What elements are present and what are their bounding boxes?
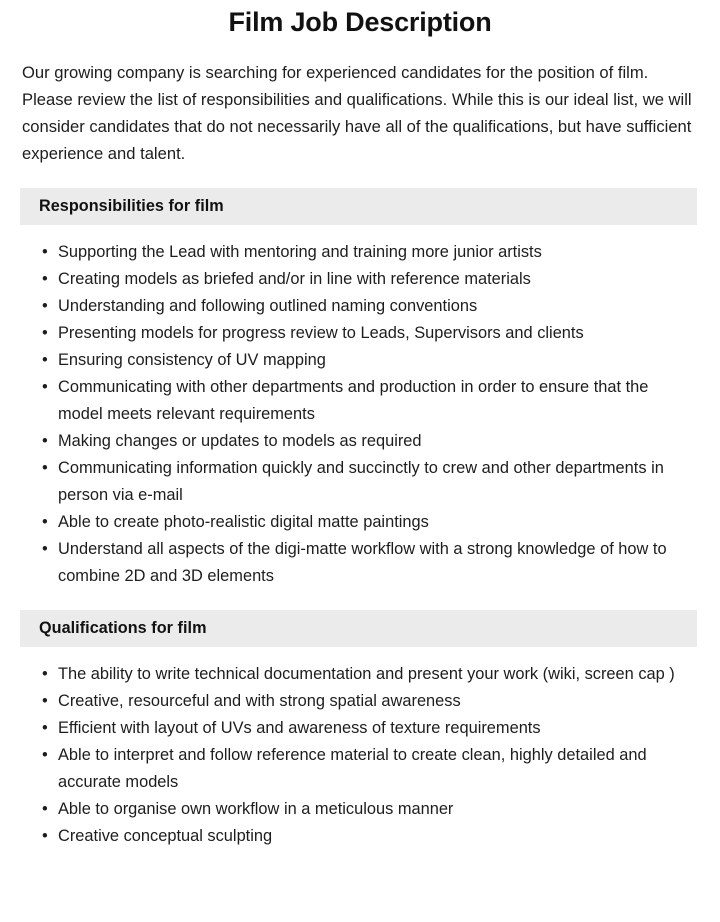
list-item: • Creative, resourceful and with strong spatial awareness <box>0 688 696 715</box>
list-item: • Able to organise own workflow in a meticulous manner <box>0 796 696 823</box>
section-header-responsibilities <box>20 188 697 225</box>
list-item: • Communicating with other departments and production in order to ensure that the model meets relevant requirements <box>0 374 696 428</box>
list-item: • Making changes or updates to models as required <box>0 428 696 455</box>
list-item: • Able to create photo-realistic digital matte paintings <box>0 509 696 536</box>
list-item: • The ability to write technical documentation and present your work (wiki, screen cap ) <box>0 661 696 688</box>
list-item: • Efficient with layout of UVs and awareness of texture requirements <box>0 715 696 742</box>
list-item: • Creating models as briefed and/or in line with reference materials <box>0 266 696 293</box>
responsibilities-list <box>0 239 720 590</box>
page-title: Film Job Description <box>228 7 492 37</box>
list-item: • Communicating information quickly and succinctly to crew and other departments in person via e-mail <box>0 455 696 509</box>
section-header-qualifications <box>20 610 697 647</box>
section-title-responsibilities: Responsibilities for film <box>39 196 224 215</box>
intro-paragraph: Our growing company is searching for experienced candidates for the position of film. Please review the list of responsibilities and qualifications. While this is our ideal list, we will consider candidates that do not necessarily have all of the qualifications, but have sufficient experience and talent. <box>22 62 692 163</box>
list-item: • Able to interpret and follow reference material to create clean, highly detailed and accurate models <box>0 742 696 796</box>
section-title-qualifications: Qualifications for film <box>39 618 207 637</box>
list-item: • Understanding and following outlined naming conventions <box>0 293 696 320</box>
section-qualifications <box>0 610 720 850</box>
list-item: • Presenting models for progress review to Leads, Supervisors and clients <box>0 320 696 347</box>
list-item: • Ensuring consistency of UV mapping <box>0 347 696 374</box>
list-item: • Creative conceptual sculpting <box>0 823 696 850</box>
list-item: • Understand all aspects of the digi-matte workflow with a strong knowledge of how to combine 2D and 3D elements <box>0 536 696 590</box>
section-responsibilities <box>0 188 720 590</box>
list-item: • Supporting the Lead with mentoring and training more junior artists <box>0 239 696 266</box>
qualifications-list <box>0 661 720 850</box>
